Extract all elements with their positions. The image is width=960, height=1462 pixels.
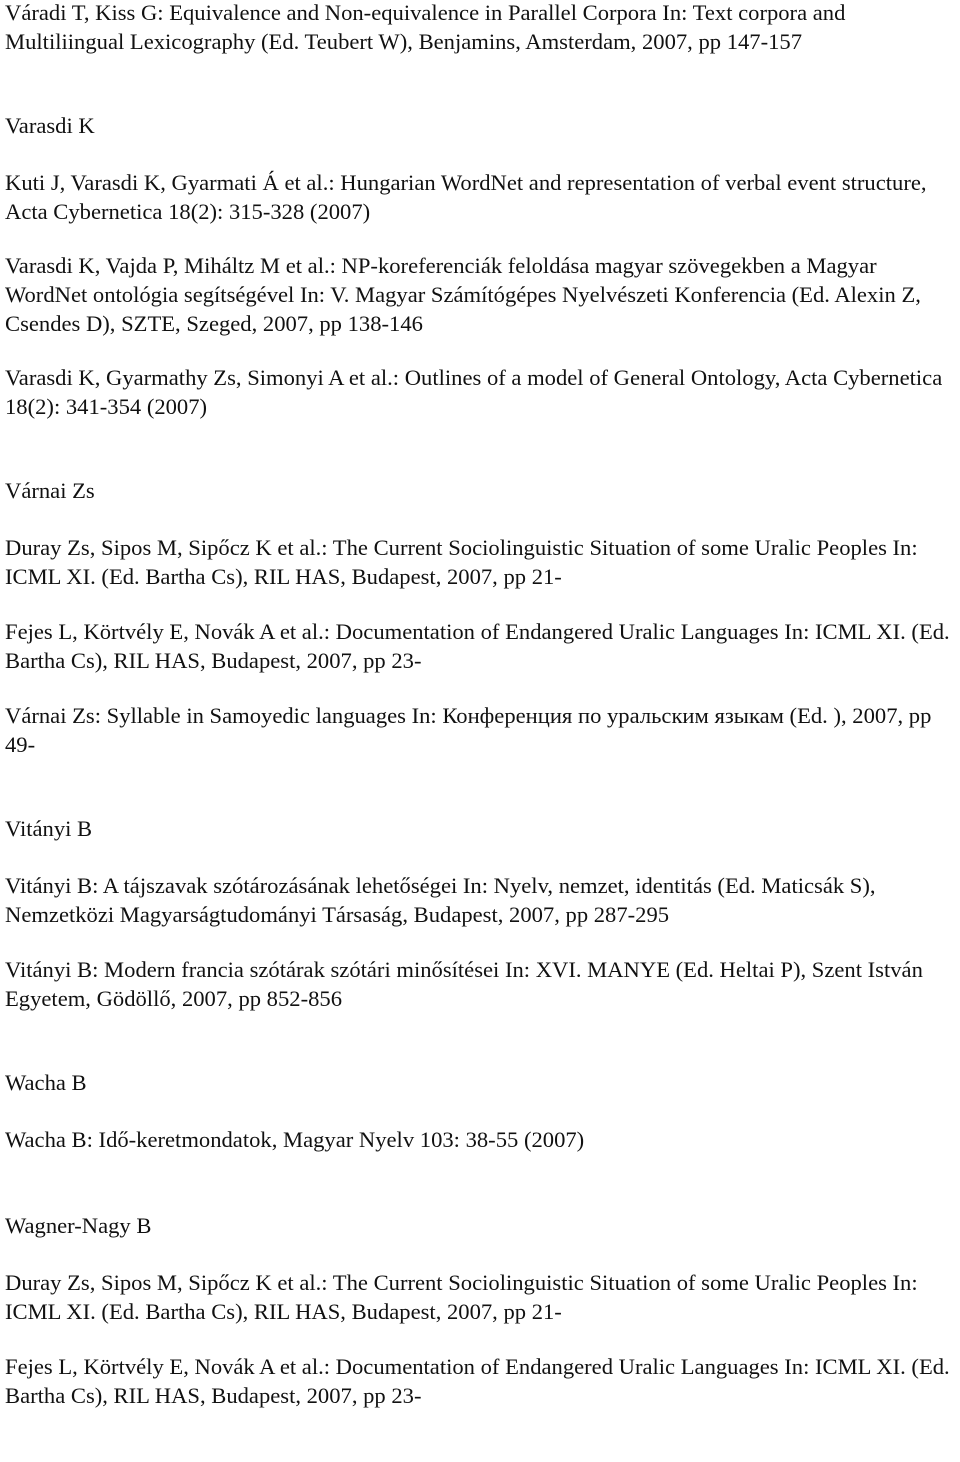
reference-entry: Varasdi K, Vajda P, Miháltz M et al.: NP-koreferenciák feloldása magyar szövegekben a Magyar WordNet ontológia segítségével In: V. Magyar Számítógépes Nyelvészeti Konferencia (Ed. Alexin Z, Csendes D), SZTE, Szeged, 2007, pp 138-146 [5, 253, 921, 336]
reference-entry: Várnai Zs: Syllable in Samoyedic languages In: Конференция по уральским языкам (Ed. ), 2007, pp 49- [5, 703, 932, 757]
author-heading: Várnai Zs [5, 478, 95, 503]
author-heading: Vitányi B [5, 816, 93, 841]
reference-entry: Varasdi K, Gyarmathy Zs, Simonyi A et al.: Outlines of a model of General Ontology, Acta Cybernetica 18(2): 341-354 (2007) [5, 365, 943, 419]
reference-entry: Vitányi B: A tájszavak szótározásának lehetőségei In: Nyelv, nemzet, identitás (Ed. Maticsák S), Nemzetközi Magyarságtudományi Társaság, Budapest, 2007, pp 287-295 [5, 873, 876, 927]
reference-entry: Wacha B: Idő-keretmondatok, Magyar Nyelv 103: 38-55 (2007) [5, 1127, 585, 1152]
reference-entry: Duray Zs, Sipos M, Sipőcz K et al.: The Current Sociolinguistic Situation of some Uralic Peoples In: ICML XI. (Ed. Bartha Cs), RIL HAS, Budapest, 2007, pp 21- [5, 535, 918, 589]
reference-entry: Vitányi B: Modern francia szótárak szótári minősítései In: XVI. MANYE (Ed. Heltai P), Szent István Egyetem, Gödöllő, 2007, pp 852-856 [5, 957, 923, 1011]
publication-list [5, 0, 955, 1410]
reference-entry: Kuti J, Varasdi K, Gyarmati Á et al.: Hungarian WordNet and representation of verbal event structure, Acta Cybernetica 18(2): 315-328 (2007) [5, 170, 927, 224]
author-heading: Varasdi K [5, 113, 95, 138]
reference-entry: Duray Zs, Sipos M, Sipőcz K et al.: The Current Sociolinguistic Situation of some Uralic Peoples In: ICML XI. (Ed. Bartha Cs), RIL HAS, Budapest, 2007, pp 21- [5, 1270, 918, 1324]
reference-entry: Váradi T, Kiss G: Equivalence and Non-equivalence in Parallel Corpora In: Text corpora and Multiliingual Lexicography (Ed. Teubert W), Benjamins, Amsterdam, 2007, pp 147-157 [5, 0, 846, 54]
author-heading: Wagner-Nagy B [5, 1213, 152, 1238]
author-heading: Wacha B [5, 1070, 87, 1095]
reference-entry: Fejes L, Körtvély E, Novák A et al.: Documentation of Endangered Uralic Languages In: ICML XI. (Ed. Bartha Cs), RIL HAS, Budapest, 2007, pp 23- [5, 1354, 950, 1408]
reference-entry: Fejes L, Körtvély E, Novák A et al.: Documentation of Endangered Uralic Languages In: ICML XI. (Ed. Bartha Cs), RIL HAS, Budapest, 2007, pp 23- [5, 619, 950, 673]
